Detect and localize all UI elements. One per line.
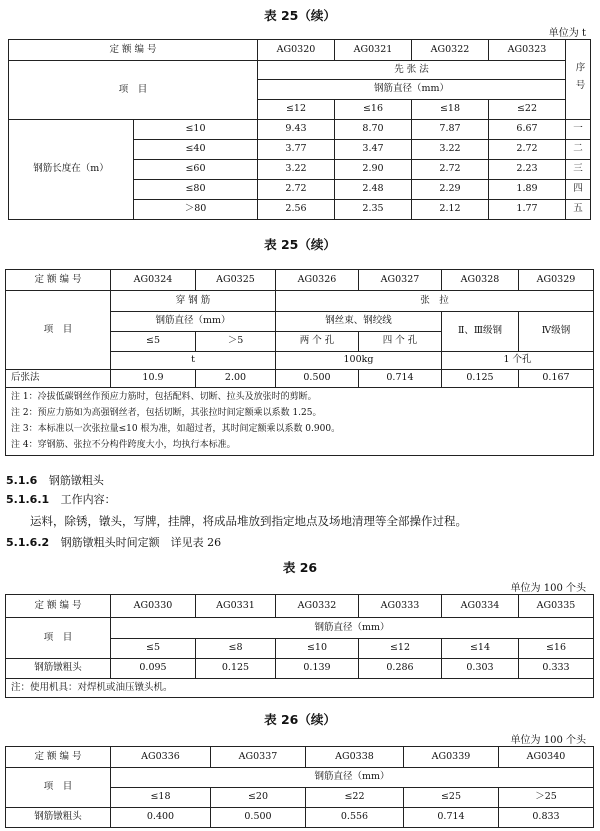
code-cell: AG0338 xyxy=(306,747,404,768)
section-number: 5.1.6.2 xyxy=(6,536,50,549)
header-grade23: Ⅱ、Ⅲ级钢 xyxy=(442,312,519,352)
value-cell: 0.303 xyxy=(442,659,519,679)
value-cell: 0.556 xyxy=(306,808,404,828)
code-cell: AG0331 xyxy=(196,595,276,618)
value-cell: 0.167 xyxy=(519,370,594,388)
value-cell: 2.72 xyxy=(489,140,566,160)
value-cell: 0.400 xyxy=(111,808,211,828)
value-cell: 3.47 xyxy=(335,140,412,160)
value-cell: 8.70 xyxy=(335,120,412,140)
table-25b-title: 表 25（续） xyxy=(264,237,336,252)
section-heading-5161 xyxy=(6,491,116,507)
note-line: 注 3：本标准以一次张拉量≤10 根为准，如超过者，其时间定额乘以系数 0.900。 xyxy=(11,424,341,434)
section-title: 工作内容： xyxy=(60,493,116,506)
value-cell: 0.500 xyxy=(276,370,359,388)
dia-cell: ≤18 xyxy=(412,100,489,120)
code-cell: AG0334 xyxy=(442,595,519,618)
value-cell: 1.89 xyxy=(489,180,566,200)
code-cell: AG0325 xyxy=(196,270,276,291)
seq-cell: 三 xyxy=(566,160,591,180)
value-cell: 2.90 xyxy=(335,160,412,180)
seq-cell: 二 xyxy=(566,140,591,160)
dia-cell: ≤12 xyxy=(258,100,335,120)
dia-cell: ≤16 xyxy=(519,639,594,659)
value-cell: 1.77 xyxy=(489,200,566,220)
unit-cell: 100kg xyxy=(276,352,442,370)
section-heading-516 xyxy=(6,472,104,488)
dia-cell: ＞5 xyxy=(196,332,276,352)
table-26a-unit: 单位为 100 个头 xyxy=(510,583,586,594)
unit-cell: t xyxy=(111,352,276,370)
code-cell: AG0328 xyxy=(442,270,519,291)
header-chuan: 穿 钢 筋 xyxy=(111,291,276,312)
dia-cell: ≤18 xyxy=(111,788,211,808)
length-cell: ≤60 xyxy=(134,160,258,180)
value-cell: 3.22 xyxy=(258,160,335,180)
seq-cell: 一 xyxy=(566,120,591,140)
value-cell: 0.714 xyxy=(359,370,442,388)
dia-cell: ＞25 xyxy=(499,788,594,808)
value-cell: 3.77 xyxy=(258,140,335,160)
value-cell: 0.125 xyxy=(442,370,519,388)
dia-cell: ≤8 xyxy=(196,639,276,659)
code-cell: AG0339 xyxy=(404,747,499,768)
length-cell: ＞80 xyxy=(134,200,258,220)
section-number: 5.1.6.1 xyxy=(6,493,50,506)
header-diameter: 钢筋直径（mm） xyxy=(111,312,276,332)
dia-cell: ≤20 xyxy=(211,788,306,808)
table-25a-title: 表 25（续） xyxy=(264,8,336,23)
table-26a xyxy=(5,594,594,698)
dia-cell: ≤10 xyxy=(276,639,359,659)
unit-cell: 1 个孔 xyxy=(442,352,594,370)
value-cell: 0.125 xyxy=(196,659,276,679)
value-cell: 2.56 xyxy=(258,200,335,220)
code-cell: AG0326 xyxy=(276,270,359,291)
seq-cell: 四 xyxy=(566,180,591,200)
note-cell: 注：使用机具：对焊机或油压镦头机。 xyxy=(6,679,594,698)
holes-cell: 四 个 孔 xyxy=(359,332,442,352)
length-cell: ≤10 xyxy=(134,120,258,140)
value-cell: 2.00 xyxy=(196,370,276,388)
note-line: 注 1：冷拔低碳钢丝作预应力筋时，包括配料、切断、拉头及放张时的剪断。 xyxy=(11,392,317,402)
header-code: 定 额 编 号 xyxy=(6,747,111,768)
header-diameter: 钢筋直径（mm） xyxy=(111,618,594,639)
length-cell: ≤40 xyxy=(134,140,258,160)
value-cell: 2.23 xyxy=(489,160,566,180)
note-line: 注 2：预应力筋如为高强钢丝者，包括切断，其张拉时间定额乘以系数 1.25。 xyxy=(11,408,322,418)
row-label: 后张法 xyxy=(6,370,111,388)
code-cell: AG0327 xyxy=(359,270,442,291)
header-item: 项 目 xyxy=(9,61,258,120)
section-heading-5162 xyxy=(6,534,221,550)
value-cell: 2.29 xyxy=(412,180,489,200)
dia-cell: ≤5 xyxy=(111,639,196,659)
table-26b-unit: 单位为 100 个头 xyxy=(510,735,586,746)
header-method: 先 张 法 xyxy=(258,61,566,80)
dia-cell: ≤12 xyxy=(359,639,442,659)
code-cell: AG0337 xyxy=(211,747,306,768)
value-cell: 2.35 xyxy=(335,200,412,220)
code-cell: AG0329 xyxy=(519,270,594,291)
value-cell: 0.500 xyxy=(211,808,306,828)
value-cell: 0.139 xyxy=(276,659,359,679)
code-cell: AG0322 xyxy=(412,40,489,61)
code-cell: AG0333 xyxy=(359,595,442,618)
value-cell: 10.9 xyxy=(111,370,196,388)
holes-cell: 两 个 孔 xyxy=(276,332,359,352)
dia-cell: ≤22 xyxy=(489,100,566,120)
header-seq: 序号 xyxy=(566,40,591,120)
notes-cell xyxy=(6,388,594,456)
dia-cell: ≤14 xyxy=(442,639,519,659)
note-line: 注 4：穿钢筋、张拉不分构件跨度大小，均执行本标准。 xyxy=(11,440,236,450)
code-cell: AG0321 xyxy=(335,40,412,61)
code-cell: AG0330 xyxy=(111,595,196,618)
row-label: 钢筋镦粗头 xyxy=(6,808,111,828)
value-cell: 2.12 xyxy=(412,200,489,220)
code-cell: AG0332 xyxy=(276,595,359,618)
value-cell: 0.286 xyxy=(359,659,442,679)
value-cell: 7.87 xyxy=(412,120,489,140)
value-cell: 0.714 xyxy=(404,808,499,828)
header-item: 项 目 xyxy=(6,618,111,659)
row-label: 钢筋镦粗头 xyxy=(6,659,111,679)
table-26a-title: 表 26 xyxy=(282,560,318,575)
length-cell: ≤80 xyxy=(134,180,258,200)
header-code: 定 额 编 号 xyxy=(6,270,111,291)
code-cell: AG0340 xyxy=(499,747,594,768)
code-cell: AG0336 xyxy=(111,747,211,768)
table-25a xyxy=(8,39,591,220)
value-cell: 2.48 xyxy=(335,180,412,200)
value-cell: 3.22 xyxy=(412,140,489,160)
header-strand: 钢丝束、钢绞线 xyxy=(276,312,442,332)
value-cell: 2.72 xyxy=(412,160,489,180)
dia-cell: ≤16 xyxy=(335,100,412,120)
dia-cell: ≤25 xyxy=(404,788,499,808)
header-diameter: 钢筋直径（mm） xyxy=(111,768,594,788)
value-cell: 0.833 xyxy=(499,808,594,828)
header-code: 定 额 编 号 xyxy=(6,595,111,618)
dia-cell: ≤22 xyxy=(306,788,404,808)
header-code: 定 额 编 号 xyxy=(9,40,258,61)
code-cell: AG0324 xyxy=(111,270,196,291)
table-25a-unit: 单位为 t xyxy=(548,28,586,39)
section-title: 钢筋镦粗头 xyxy=(48,474,104,487)
row-label: 钢筋长度在（m） xyxy=(9,120,134,220)
value-cell: 6.67 xyxy=(489,120,566,140)
section-number: 5.1.6 xyxy=(6,474,38,487)
dia-cell: ≤5 xyxy=(111,332,196,352)
work-content: 运料，除锈，镦头，写牌，挂牌，将成品堆放到指定地点及场地清理等全部操作过程。 xyxy=(30,514,467,528)
code-cell: AG0320 xyxy=(258,40,335,61)
table-26b xyxy=(5,746,594,828)
header-item: 项 目 xyxy=(6,768,111,808)
code-cell: AG0323 xyxy=(489,40,566,61)
value-cell: 0.333 xyxy=(519,659,594,679)
value-cell: 2.72 xyxy=(258,180,335,200)
value-cell: 0.095 xyxy=(111,659,196,679)
code-cell: AG0335 xyxy=(519,595,594,618)
value-cell: 9.43 xyxy=(258,120,335,140)
section-title: 钢筋镦粗头时间定额 详见表 26 xyxy=(60,536,222,549)
header-diameter: 钢筋直径（mm） xyxy=(258,80,566,100)
header-item: 项 目 xyxy=(6,291,111,370)
header-zhangla: 张 拉 xyxy=(276,291,594,312)
table-26b-title: 表 26（续） xyxy=(264,712,336,727)
seq-cell: 五 xyxy=(566,200,591,220)
table-25b xyxy=(5,269,594,456)
header-grade4: Ⅳ级钢 xyxy=(519,312,594,352)
